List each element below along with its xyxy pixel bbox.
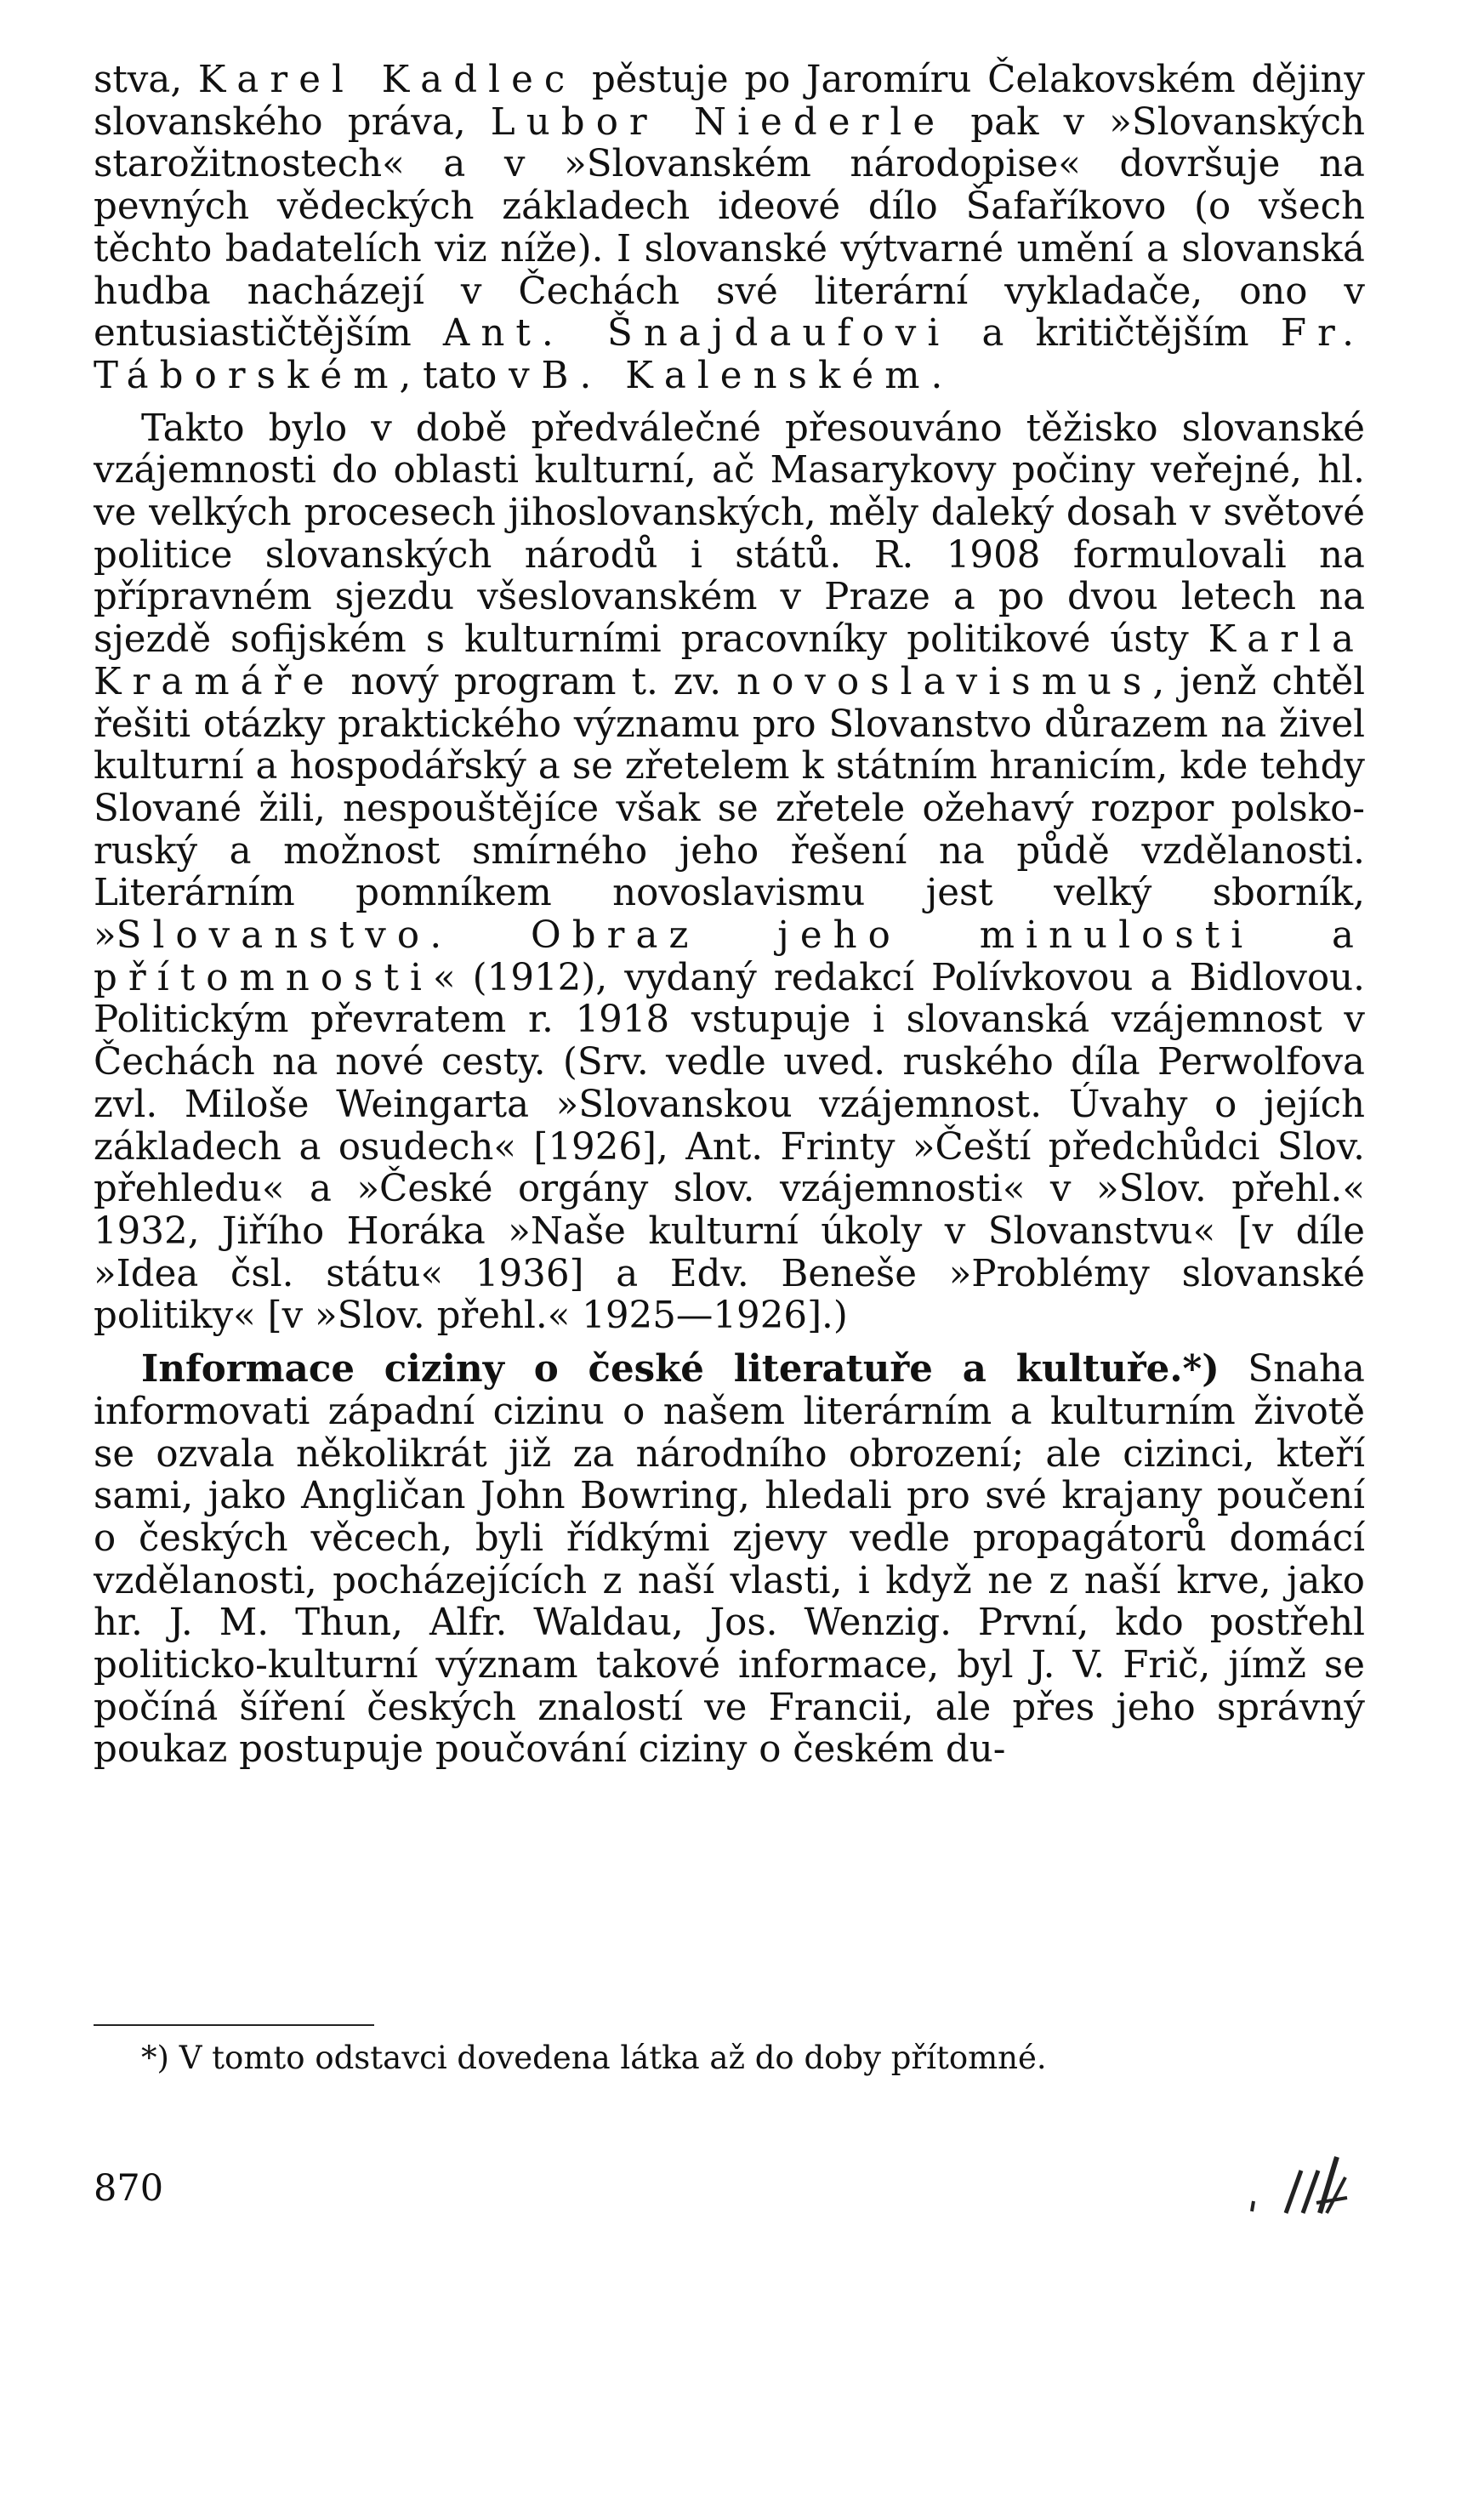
text-run: . — [930, 354, 943, 397]
spaced-term-novoslavismus: novoslavismus — [736, 660, 1153, 703]
text-run: , jenž chtěl řešiti otázky praktického významu pro Slovanstvo důrazem na živel kulturní a hospodářský a se zřetelem k státním hranicím, kde tehdy Slované žili, nespouštějíce však se zřetele ožehavý rozpor polsko-ruský a možnost smírného jeho řešení na půdě vzdělanosti. Literárním pomníkem novoslavismu jest velký sborník, » — [94, 660, 1365, 958]
text-run: pěstuje po Jaromíru Čelakovském dějiny slovanského práva, — [94, 59, 1366, 144]
paragraph-3 — [94, 1348, 1365, 1772]
spaced-name-taborsky: Fr. Táborském — [94, 312, 1365, 397]
text-run: Takto bylo v době předválečné přesouváno těžisko slovanské vzájemnosti do oblasti kulturní, ač Masarykovy počiny veřejné, hl. ve velkých procesech jihoslovanských, měly daleký dosah v světové politice slovanských národů i států. R. 1908 formulovali na přípravném sjezdu všeslovanském v Praze a po dvou letech na sjezdě sofijském s kulturními pracovníky politikové ústy — [94, 407, 1365, 662]
spaced-name-niederle: Lubor Niederle — [490, 100, 947, 144]
spaced-name-kadlec: Karel Kadlec — [197, 59, 577, 101]
text-run: stva, — [94, 59, 198, 101]
footnote: *) V tomto odstavci dovedena látka až do doby přítomné. — [141, 2040, 1047, 2076]
spaced-name-kramar: Karla Kramáře — [94, 618, 1365, 703]
section-heading: Informace ciziny o české literatuře a kultuře.*) — [141, 1347, 1220, 1391]
text-run: a kritičtějším — [950, 312, 1281, 356]
spaced-title-slovanstvo: Slovanstvo. Obraz jeho minulosti a přítomnosti — [94, 914, 1365, 999]
ink-mark-icon — [1235, 2152, 1362, 2220]
footnote-divider — [94, 2024, 374, 2026]
page-body — [94, 60, 1365, 1772]
text-run: pak v »Slovanských starožitnostech« a v »Slovanském národopise« dovršuje na pevných vědeckých základech ideové dílo Šafaříkovo (o všech těchto badatelích viz níže). I slovanské výtvarné umění a slovanská hudba nacházejí v Čechách své literární vykladače, ono v entusiastičtějším — [94, 100, 1365, 356]
text-run: , tato v — [399, 354, 542, 397]
paragraph-2 — [94, 408, 1365, 1338]
paragraph-1 — [94, 60, 1365, 398]
spaced-name-snajdauf: Ant. Šnajdaufovi — [442, 312, 951, 356]
text-run: nový program t. zv. — [335, 660, 737, 703]
page-number: 870 — [94, 2167, 164, 2210]
text-run: « (1912), vydaný redakcí Polívkovou a Bidlovou. Politickým převratem r. 1918 vstupuje i slovanská vzájemnost v Čechách na nové cesty. (Srv. vedle uved. ruského díla Perwolfova zvl. Miloše Weingarta »Slovanskou vzájemnost. Úvahy o jejích základech a osudech« [1926], Ant. Frinty »Čeští předchůdci Slov. přehledu« a »České orgány slov. vzájemnosti« v »Slov. přehl.« 1932, Jiřího Horáka »Naše kulturní úkoly v Slovanstvu« [v díle »Idea čsl. státu« 1936] a Edv. Beneše »Problémy slovanské politiky« [v »Slov. přehl.« 1925—1926].) — [94, 956, 1365, 1338]
text-run: Snaha informovati západní cizinu o našem literárním a kulturním životě se ozvala několikrát již za národního obrození; ale cizinci, kteří sami, jako Angličan John Bowring, hledali pro své krajany poučení o českých věcech, byli řídkými zjevy vedle propagátorů domácí vzdělanosti, pocházejících z naší vlasti, i když ne z naší krve, jako hr. J. M. Thun, Alfr. Waldau, Jos. Wenzig. První, kdo postřehl politicko-kulturní význam takové informace, byl J. V. Frič, jímž se počíná šíření českých znalostí ve Francii, ale přes jeho správný poukaz postupuje poučování ciziny o českém du- — [94, 1348, 1365, 1772]
spaced-name-kalensky: B. Kalenském — [541, 354, 931, 397]
